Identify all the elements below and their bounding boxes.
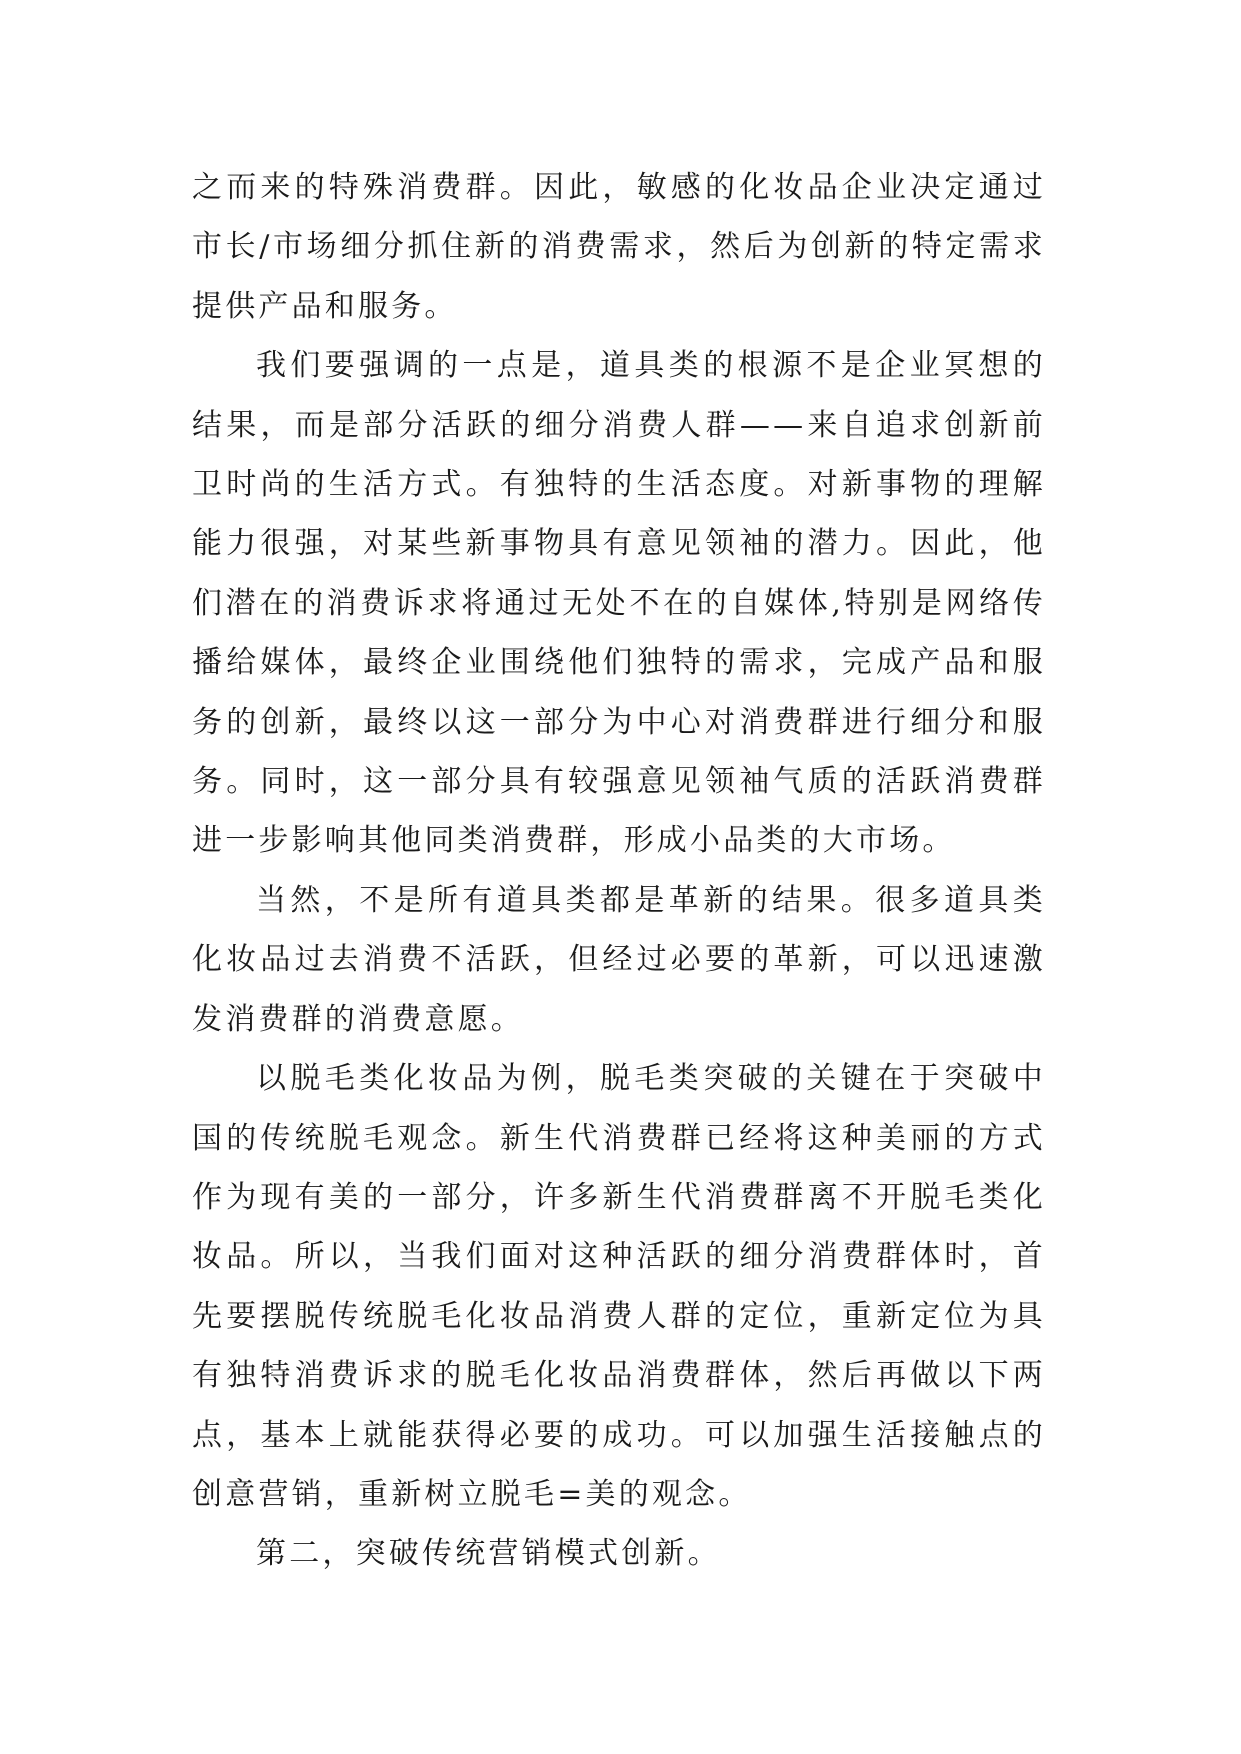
paragraph-2: 我们要强调的一点是，道具类的根源不是企业冥想的结果，而是部分活跃的细分消费人群——来自追求创新前卫时尚的生活方式。有独特的生活态度。对新事物的理解能力很强，对某些新事物具有意见领袖的潜力。因此，他们潜在的消费诉求将通过无处不在的自媒体,特别是网络传播给媒体，最终企业围绕他们独特的需求，完成产品和服务的创新，最终以这一部分为中心对消费群进行细分和服务。同时，这一部分具有较强意见领袖气质的活跃消费群进一步影响其他同类消费群，形成小品类的大市场。 bbox=[192, 348, 1046, 859]
paragraph-3: 当然，不是所有道具类都是革新的结果。很多道具类化妆品过去消费不活跃，但经过必要的革新，可以迅速激发消费群的消费意愿。 bbox=[192, 882, 1046, 1037]
paragraph-4: 以脱毛类化妆品为例，脱毛类突破的关键在于突破中国的传统脱毛观念。新生代消费群已经将这种美丽的方式作为现有美的一部分，许多新生代消费群离不开脱毛类化妆品。所以，当我们面对这种活跃的细分消费群体时，首先要摆脱传统脱毛化妆品消费人群的定位，重新定位为具有独特消费诉求的脱毛化妆品消费群体，然后再做以下两点，基本上就能获得必要的成功。可以加强生活接触点的创意营销，重新树立脱毛=美的观念。 bbox=[192, 1061, 1046, 1512]
paragraph-5: 第二，突破传统营销模式创新。 bbox=[256, 1536, 721, 1572]
paragraph-1: 之而来的特殊消费群。因此，敏感的化妆品企业决定通过市长/市场细分抓住新的消费需求，然后为创新的特定需求提供产品和服务。 bbox=[192, 170, 1046, 324]
document-body bbox=[192, 158, 1046, 1584]
